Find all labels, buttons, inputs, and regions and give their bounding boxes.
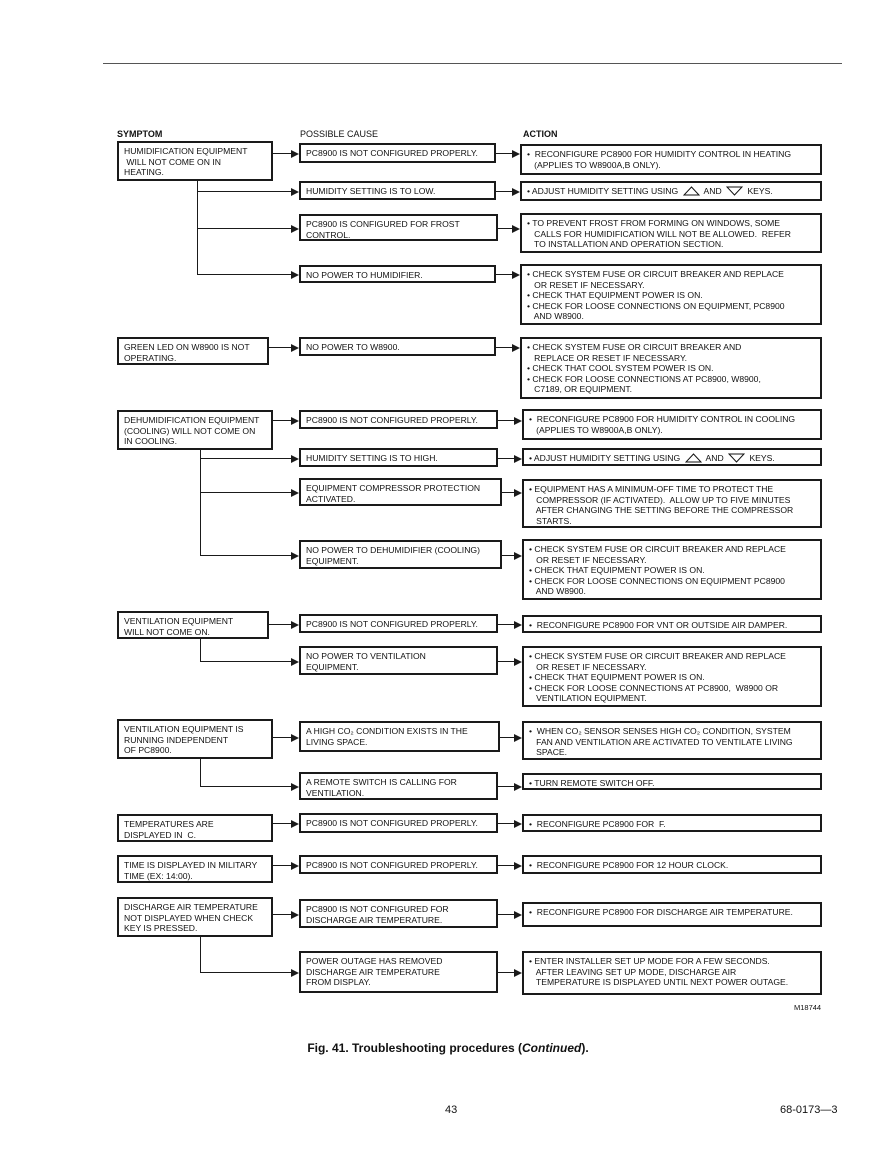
- arrow-right-icon: [291, 911, 299, 919]
- action-line: • CHECK SYSTEM FUSE OR CIRCUIT BREAKER AND: [527, 342, 742, 352]
- arrow-right-icon: [291, 820, 299, 828]
- connector-line: [498, 823, 514, 824]
- symptom-line: RUNNING INDEPENDENT: [124, 734, 229, 745]
- cause-box: [299, 899, 498, 928]
- action-line: • ENTER INSTALLER SET UP MODE FOR A FEW SECONDS.: [529, 956, 770, 966]
- action-line: TEMPERATURE IS DISPLAYED UNTIL NEXT POWER OUTAGE.: [529, 977, 789, 988]
- action-text-and: AND: [705, 453, 724, 463]
- connector-line: [269, 347, 291, 348]
- cause-line: PC8900 IS CONFIGURED FOR FROST: [306, 219, 460, 229]
- arrow-right-icon: [291, 658, 299, 666]
- action-line: AFTER LEAVING SET UP MODE, DISCHARGE AIR: [529, 966, 737, 977]
- arrow-right-icon: [514, 783, 522, 791]
- action-line: • TURN REMOTE SWITCH OFF.: [529, 778, 655, 788]
- action-line: • WHEN CO₂ SENSOR SENSES HIGH CO₂ CONDITION, SYSTEM: [529, 726, 791, 736]
- action-line: AND W8900.: [527, 311, 584, 322]
- symptom-line: TIME (EX: 14:00).: [124, 870, 193, 881]
- arrow-right-icon: [514, 820, 522, 828]
- connector-line: [197, 228, 291, 229]
- connector-line: [197, 191, 291, 192]
- action-line: • EQUIPMENT HAS A MINIMUM-OFF TIME TO PROTECT THE: [529, 484, 774, 494]
- arrow-right-icon: [514, 658, 522, 666]
- connector-line: [498, 786, 514, 787]
- action-line: (APPLIES TO W8900A,B ONLY).: [527, 159, 661, 170]
- connector-line: [273, 737, 291, 738]
- action-box: [520, 213, 822, 253]
- symptom-line: DISPLAYED IN C.: [124, 829, 196, 840]
- arrow-right-icon: [291, 188, 299, 196]
- cause-line: CONTROL.: [306, 229, 351, 240]
- action-line: COMPRESSOR (IF ACTIVATED). ALLOW UP TO FIVE MINUTES: [529, 494, 791, 505]
- connector-line: [200, 937, 201, 972]
- connector-line: [502, 492, 514, 493]
- arrow-right-icon: [291, 417, 299, 425]
- down-arrow-key-icon: [726, 186, 743, 196]
- arrow-right-icon: [291, 489, 299, 497]
- arrow-right-icon: [291, 271, 299, 279]
- symptom-line: (COOLING) WILL NOT COME ON: [124, 425, 256, 436]
- cause-line: NO POWER TO HUMIDIFIER.: [306, 270, 423, 280]
- connector-line: [273, 914, 291, 915]
- symptom-line: HUMIDIFICATION EQUIPMENT: [124, 146, 248, 156]
- connector-line: [200, 458, 291, 459]
- cause-box: [299, 214, 498, 241]
- connector-line: [200, 759, 201, 786]
- connector-line: [273, 420, 291, 421]
- cause-line: VENTILATION.: [306, 787, 365, 798]
- action-box: [522, 721, 822, 760]
- symptom-line: VENTILATION EQUIPMENT: [124, 616, 234, 626]
- action-box: [520, 144, 822, 175]
- cause-line: LIVING SPACE.: [306, 736, 368, 747]
- action-line: (APPLIES TO W8900A,B ONLY).: [529, 424, 663, 435]
- cause-line: NO POWER TO VENTILATION: [306, 651, 426, 661]
- action-text: [529, 453, 815, 464]
- action-box: [522, 615, 822, 633]
- symptom-line: DEHUMIDIFICATION EQUIPMENT: [124, 415, 260, 425]
- action-line: • CHECK FOR LOOSE CONNECTIONS AT PC8900, W8900 OR: [529, 682, 779, 693]
- connector-line: [498, 865, 514, 866]
- connector-line: [498, 914, 514, 915]
- connector-line: [200, 555, 291, 556]
- arrow-right-icon: [514, 734, 522, 742]
- connector-line: [200, 786, 291, 787]
- cause-line: PC8900 IS NOT CONFIGURED FOR: [306, 904, 449, 914]
- arrow-right-icon: [512, 225, 520, 233]
- symptom-box: [117, 855, 273, 883]
- arrow-right-icon: [512, 150, 520, 158]
- symptom-line: OPERATING.: [124, 352, 177, 363]
- arrow-right-icon: [291, 455, 299, 463]
- cause-box: [299, 721, 500, 752]
- cause-line: EQUIPMENT.: [306, 661, 359, 672]
- action-line: • CHECK FOR LOOSE CONNECTIONS ON EQUIPMENT, PC8900: [527, 300, 785, 311]
- symptom-line: IN COOLING.: [124, 436, 178, 447]
- connector-line: [496, 274, 512, 275]
- action-line: • CHECK THAT EQUIPMENT POWER IS ON.: [527, 290, 703, 301]
- action-line: FAN AND VENTILATION ARE ACTIVATED TO VENTILATE LIVING: [529, 736, 793, 747]
- cause-box: [299, 772, 498, 800]
- connector-line: [498, 661, 514, 662]
- connector-line: [498, 228, 512, 229]
- action-text: [527, 186, 815, 197]
- action-line: • CHECK FOR LOOSE CONNECTIONS AT PC8900, W8900,: [527, 373, 761, 384]
- action-box: [522, 814, 822, 832]
- symptom-box: [117, 897, 273, 937]
- arrow-right-icon: [514, 489, 522, 497]
- cause-line: DISCHARGE AIR TEMPERATURE.: [306, 914, 443, 925]
- figure-reference: M18744: [794, 1003, 822, 1012]
- cause-line: NO POWER TO W8900.: [306, 342, 400, 352]
- action-box: [522, 855, 822, 874]
- possible-cause-header: POSSIBLE CAUSE: [300, 129, 379, 139]
- connector-line: [500, 737, 514, 738]
- connector-line: [269, 624, 291, 625]
- action-line: C7189, OR EQUIPMENT.: [527, 384, 633, 395]
- symptom-line: HEATING.: [124, 167, 164, 178]
- action-box: [520, 264, 822, 325]
- cause-box: [299, 181, 496, 200]
- connector-line: [498, 458, 514, 459]
- arrow-right-icon: [291, 734, 299, 742]
- page-number: 43: [445, 1104, 458, 1116]
- connector-line: [200, 450, 201, 555]
- connector-line: [496, 347, 512, 348]
- cause-box: [299, 813, 498, 833]
- symptom-box: [117, 410, 273, 450]
- connector-line: [273, 823, 291, 824]
- cause-line: NO POWER TO DEHUMIDIFIER (COOLING): [306, 545, 480, 555]
- cause-line: PC8900 IS NOT CONFIGURED PROPERLY.: [306, 818, 478, 828]
- symptom-line: VENTILATION EQUIPMENT IS: [124, 724, 244, 734]
- cause-line: PC8900 IS NOT CONFIGURED PROPERLY.: [306, 415, 478, 425]
- cause-line: A REMOTE SWITCH IS CALLING FOR: [306, 777, 457, 787]
- symptom-line: GREEN LED ON W8900 IS NOT: [124, 342, 250, 352]
- arrow-right-icon: [512, 271, 520, 279]
- arrow-right-icon: [514, 552, 522, 560]
- arrow-right-icon: [514, 455, 522, 463]
- action-box: [522, 479, 822, 528]
- cause-box: [299, 410, 498, 429]
- connector-line: [273, 865, 291, 866]
- arrow-right-icon: [512, 344, 520, 352]
- action-line: SPACE.: [529, 747, 568, 758]
- top-rule: [103, 63, 842, 64]
- symptom-line: OF PC8900.: [124, 745, 172, 756]
- cause-box: [299, 478, 502, 506]
- arrow-right-icon: [291, 344, 299, 352]
- action-line: CALLS FOR HUMIDIFICATION WILL NOT BE ALLOWED. REFER: [527, 228, 791, 239]
- document-number: 68-0173—3: [780, 1104, 838, 1116]
- action-text-prefix: • ADJUST HUMIDITY SETTING USING: [527, 186, 679, 196]
- action-text-and: AND: [703, 186, 722, 196]
- action-box: [520, 337, 822, 399]
- cause-line: PC8900 IS NOT CONFIGURED PROPERLY.: [306, 619, 478, 629]
- action-line: OR RESET IF NECESSARY.: [529, 554, 647, 565]
- arrow-right-icon: [291, 969, 299, 977]
- action-box: [522, 539, 822, 600]
- arrow-right-icon: [514, 911, 522, 919]
- cause-line: A HIGH CO₂ CONDITION EXISTS IN THE: [306, 726, 468, 736]
- arrow-right-icon: [514, 417, 522, 425]
- action-box: [522, 951, 822, 995]
- cause-box: [299, 855, 498, 874]
- connector-line: [273, 153, 291, 154]
- action-box: [522, 773, 822, 790]
- cause-box: [299, 337, 496, 356]
- connector-line: [200, 492, 291, 493]
- action-box: [520, 181, 822, 201]
- action-text-suffix: KEYS.: [747, 186, 773, 196]
- cause-box: [299, 540, 502, 569]
- action-box: [522, 646, 822, 707]
- symptom-line: KEY IS PRESSED.: [124, 923, 198, 934]
- action-line: • RECONFIGURE PC8900 FOR HUMIDITY CONTROL IN COOLING: [529, 414, 796, 424]
- cause-line: FROM DISPLAY.: [306, 977, 371, 988]
- symptom-line: TEMPERATURES ARE: [124, 819, 214, 829]
- down-arrow-key-icon: [728, 453, 745, 463]
- symptom-line: DISCHARGE AIR TEMPERATURE: [124, 902, 258, 912]
- arrow-right-icon: [514, 862, 522, 870]
- arrow-right-icon: [291, 552, 299, 560]
- action-line: • CHECK SYSTEM FUSE OR CIRCUIT BREAKER AND REPLACE: [529, 544, 786, 554]
- up-arrow-key-icon: [685, 453, 702, 463]
- action-line: AFTER CHANGING THE SETTING BEFORE THE COMPRESSOR: [529, 505, 794, 516]
- symptom-box: [117, 719, 273, 759]
- action-line: • CHECK SYSTEM FUSE OR CIRCUIT BREAKER AND REPLACE: [529, 651, 786, 661]
- arrow-right-icon: [512, 188, 520, 196]
- cause-line: EQUIPMENT.: [306, 555, 359, 566]
- figure-caption: Fig. 41. Troubleshooting procedures (Continued).: [307, 1041, 589, 1055]
- arrow-right-icon: [291, 225, 299, 233]
- action-line: • CHECK THAT EQUIPMENT POWER IS ON.: [529, 672, 705, 683]
- symptom-line: WILL NOT COME ON.: [124, 626, 210, 637]
- action-box: [522, 448, 822, 466]
- cause-line: DISCHARGE AIR TEMPERATURE: [306, 966, 440, 977]
- cause-box: [299, 614, 498, 633]
- symptom-header: SYMPTOM: [117, 129, 163, 139]
- cause-line: POWER OUTAGE HAS REMOVED: [306, 956, 443, 966]
- connector-line: [498, 624, 514, 625]
- symptom-box: [117, 141, 273, 181]
- cause-line: HUMIDITY SETTING IS TO HIGH.: [306, 453, 438, 463]
- action-text-suffix: KEYS.: [749, 453, 775, 463]
- connector-line: [496, 153, 512, 154]
- action-line: • RECONFIGURE PC8900 FOR VNT OR OUTSIDE AIR DAMPER.: [529, 620, 788, 630]
- action-line: • CHECK FOR LOOSE CONNECTIONS ON EQUIPMENT PC8900: [529, 575, 785, 586]
- connector-line: [200, 661, 291, 662]
- action-box: [522, 409, 822, 440]
- cause-box: [299, 143, 496, 163]
- action-line: • RECONFIGURE PC8900 FOR F.: [529, 819, 666, 829]
- cause-box: [299, 646, 498, 675]
- action-line: • CHECK THAT EQUIPMENT POWER IS ON.: [529, 565, 705, 576]
- cause-line: PC8900 IS NOT CONFIGURED PROPERLY.: [306, 148, 478, 158]
- cause-line: HUMIDITY SETTING IS TO LOW.: [306, 186, 436, 196]
- arrow-right-icon: [291, 862, 299, 870]
- arrow-right-icon: [514, 621, 522, 629]
- up-arrow-key-icon: [683, 186, 700, 196]
- action-box: [522, 902, 822, 927]
- cause-line: EQUIPMENT COMPRESSOR PROTECTION: [306, 483, 481, 493]
- cause-box: [299, 448, 498, 467]
- arrow-right-icon: [514, 969, 522, 977]
- symptom-box: [117, 611, 269, 639]
- cause-box: [299, 951, 498, 993]
- cause-box: [299, 265, 496, 283]
- action-line: VENTILATION EQUIPMENT.: [529, 693, 647, 704]
- action-line: AND W8900.: [529, 586, 586, 597]
- arrow-right-icon: [291, 150, 299, 158]
- action-line: • CHECK SYSTEM FUSE OR CIRCUIT BREAKER AND REPLACE: [527, 269, 784, 279]
- action-text-prefix: • ADJUST HUMIDITY SETTING USING: [529, 453, 681, 463]
- action-header: ACTION: [523, 129, 558, 139]
- action-line: • RECONFIGURE PC8900 FOR 12 HOUR CLOCK.: [529, 860, 729, 870]
- action-line: REPLACE OR RESET IF NECESSARY.: [527, 352, 687, 363]
- action-line: STARTS.: [529, 515, 572, 526]
- symptom-box: [117, 814, 273, 842]
- action-line: OR RESET IF NECESSARY.: [527, 279, 645, 290]
- action-line: • RECONFIGURE PC8900 FOR DISCHARGE AIR TEMPERATURE.: [529, 907, 793, 917]
- cause-line: PC8900 IS NOT CONFIGURED PROPERLY.: [306, 860, 478, 870]
- connector-line: [496, 191, 512, 192]
- symptom-line: WILL NOT COME ON IN: [124, 156, 221, 167]
- action-line: • RECONFIGURE PC8900 FOR HUMIDITY CONTROL IN HEATING: [527, 149, 792, 159]
- action-line: • CHECK THAT COOL SYSTEM POWER IS ON.: [527, 363, 714, 374]
- connector-line: [197, 274, 291, 275]
- connector-line: [200, 639, 201, 661]
- symptom-box: [117, 337, 269, 365]
- arrow-right-icon: [291, 621, 299, 629]
- arrow-right-icon: [291, 783, 299, 791]
- action-line: OR RESET IF NECESSARY.: [529, 661, 647, 672]
- connector-line: [200, 972, 291, 973]
- symptom-line: TIME IS DISPLAYED IN MILITARY: [124, 860, 258, 870]
- action-line: • TO PREVENT FROST FROM FORMING ON WINDOWS, SOME: [527, 218, 781, 228]
- connector-line: [502, 555, 514, 556]
- cause-line: ACTIVATED.: [306, 493, 356, 504]
- connector-line: [498, 972, 514, 973]
- action-line: TO INSTALLATION AND OPERATION SECTION.: [527, 239, 724, 250]
- connector-line: [498, 420, 514, 421]
- symptom-line: NOT DISPLAYED WHEN CHECK: [124, 912, 254, 923]
